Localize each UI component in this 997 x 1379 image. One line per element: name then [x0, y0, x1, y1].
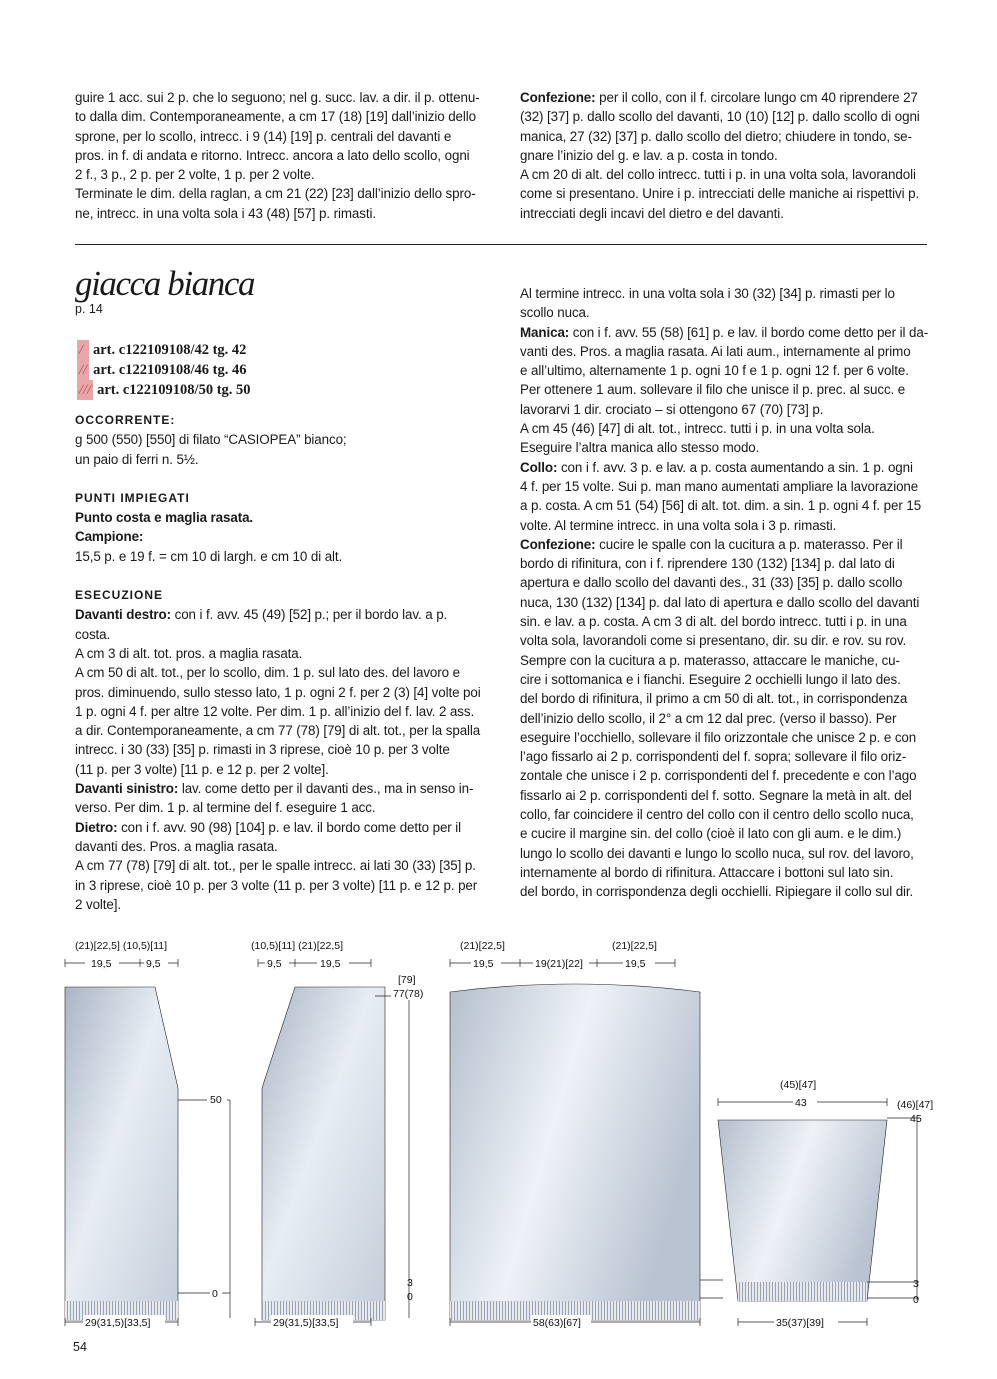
text-line: 1 p. ogni 4 f. per altre 12 volte. Per dim. 1 p. all’inizio del f. lav. 2 ass. [75, 703, 475, 719]
section-label: Davanti destro: [75, 607, 171, 623]
size-marker: / [77, 340, 89, 360]
dim-label: 19,5 [625, 958, 646, 970]
section-label: Collo: [520, 459, 558, 475]
stitch-name: Punto costa e maglia rasata. [75, 510, 254, 526]
text-line: in 3 riprese, cioè 10 p. per 3 volte (11 p. per 3 volte) [11 p. e 12 p. per [75, 877, 478, 893]
text-line: a p. costa. A cm 51 (54) [56] di alt. tot. dim. a sin. 1 p. ogni 4 f. per 15 [520, 498, 922, 514]
front-left-shape [262, 987, 385, 1320]
text-line: intrecciati degli incavi del dietro e del davanti. [520, 205, 784, 221]
text-line: intrecc. i 30 (33) [35] p. rimasti in 3 riprese, cioè 10 p. per 3 volte [75, 742, 450, 758]
text-line: volte. Al termine intrecc. in una volta sola i 3 p. rimasti. [520, 517, 837, 533]
dim-label: 9,5 [146, 958, 161, 970]
sleeve-ribbing [738, 1282, 867, 1301]
size-marker: /// [79, 382, 92, 398]
text-line: eseguire l’occhiello, sollevare il filo orizzontale che unisce 2 p. e con [520, 729, 917, 745]
dim-label: 50 [210, 1094, 222, 1106]
text-line: ne, intrecc. in una volta sola i 43 (48) [57] p. rimasti. [75, 205, 376, 221]
text-line: pros. diminuendo, sullo stesso lato, 1 p. ogni 2 f. per 2 (3) [4] volte poi [75, 684, 481, 700]
article-line [77, 360, 247, 380]
section-label: Confezione: [520, 536, 596, 552]
dim-label: 9,5 [267, 958, 282, 970]
text-line: nuca, 130 (132) [134] p. dal lato di apertura e dallo scollo del davanti [520, 594, 920, 610]
instructions-left [75, 411, 485, 914]
text-line: un paio di ferri n. 5½. [75, 451, 199, 467]
dim-label: 45 [910, 1113, 922, 1125]
article-text: art. c122109108/50 tg. 50 [97, 382, 251, 398]
size-marker: // [79, 362, 88, 378]
text-line: come si presentano. Unire i p. intrecciati delle maniche ai rispettivi p. [520, 186, 920, 202]
text-span: con i f. avv. 45 (49) [52] p.; per il bordo lav. a p. costa. [75, 607, 448, 642]
article-line [77, 380, 251, 400]
text-line: a dir. Contemporaneamente, a cm 77 (78) [79] di alt. tot., per la spalla [75, 723, 481, 739]
section-label: Campione: [75, 529, 144, 545]
text-line: zontale che unisce i 2 p. corrispondenti del f. precedente e con l’ago [520, 768, 917, 784]
text-line: del bordo di rifinitura, il primo a cm 50 di alt. tot., in corrispondenza [520, 691, 908, 707]
top-left-text [75, 88, 485, 223]
text-line: l’ago fissarlo ai 2 p. corrispondenti del f. sopra; sollevare il filo oriz- [520, 749, 907, 765]
pattern-title: giacca bianca [75, 264, 255, 303]
text-line: Sempre con la cucitura a p. materasso, attaccare le maniche, cu- [520, 652, 900, 668]
text-line: lavorarvi 1 dir. crociato – si ottengono 67 (70) [73] p. [520, 401, 824, 417]
text-line: pros. in f. di andata e ritorno. Intrecc. ancora a lato dello scollo, ogni [75, 147, 470, 163]
text-line [75, 818, 485, 837]
text-line: internamente al bordo di rifinitura. Attaccare i bottoni sul lato sin. [520, 864, 894, 880]
dim-label: 19,5 [320, 958, 341, 970]
page-reference: p. 14 [75, 302, 103, 316]
dim-label: 77(78) [393, 988, 424, 1000]
section-heading: PUNTI IMPIEGATI [75, 490, 190, 505]
sleeve-shape [718, 1120, 887, 1301]
dim-label: (21)[22,5] [460, 940, 505, 952]
section-label: Confezione: [520, 90, 596, 105]
dim-label: 0 [913, 1294, 919, 1306]
section-label: Manica: [520, 324, 570, 340]
top-right-text [520, 88, 932, 223]
section-heading: OCCORRENTE: [75, 413, 176, 427]
text-line: cire i sottomanica e i fianchi. Eseguire 2 occhielli lungo il lato des. [520, 671, 901, 687]
article-text: art. c122109108/46 tg. 46 [93, 362, 247, 378]
text-line: gnare l’inizio del g. e lav. a p. costa in tondo. [520, 147, 778, 163]
text-span: con i f. avv. 55 (58) [61] p. e lav. il bordo come detto per il da- [569, 324, 929, 340]
dim-label: 35(37)[39] [776, 1317, 824, 1329]
text-line [520, 323, 932, 342]
text-line: davanti des. Pros. a maglia rasata. [75, 838, 278, 854]
dim-label: 29(31,5)[33,5] [85, 1317, 151, 1329]
dim-label: 43 [795, 1097, 807, 1109]
text-line [75, 527, 485, 546]
text-line: del bordo, in corrispondenza degli occhielli. Ripiegare il collo sul dir. [520, 884, 914, 900]
text-line: scollo nuca. [520, 305, 590, 321]
text-line: g 500 (550) [550] di filato “CASIOPEA” bianco; [75, 432, 347, 448]
section-label: Dietro: [75, 819, 118, 835]
text-line: e all’ultimo, alternamente 1 p. ogni 10 f e 1 p. ogni 12 f. per 6 volte. [520, 363, 909, 379]
text-line: (32) [37] p. dallo scollo del davanti, 10 (10) [12] p. dallo scollo di ogni [520, 109, 920, 125]
text-line: A cm 3 di alt. tot. pros. a maglia rasata. [75, 645, 303, 661]
text-line: Terminate le dim. della raglan, a cm 21 (22) [23] dall’inizio dello spro- [75, 186, 476, 202]
text-line [520, 535, 932, 554]
text-line: manica, 27 (32) [37] p. dallo scollo del dietro; chiudere in tondo, se- [520, 128, 912, 144]
text-line: A cm 77 (78) [79] di alt. tot., per le spalle intrecc. ai lati 30 (33) [35] p. [75, 858, 476, 874]
dim-label: (21)[22,5] (10,5)[11] [75, 940, 168, 952]
text-line: sin. e lav. a p. costa. A cm 3 di alt. del bordo intrecc. tutti i p. in una [520, 614, 907, 630]
section-label: Davanti sinistro: [75, 781, 179, 797]
text-span: lav. come detto per il davanti des., ma in senso in- [178, 781, 474, 797]
text-line: verso. Per dim. 1 p. al termine del f. eseguire 1 acc. [75, 800, 376, 816]
text-line: 4 f. per 15 volte. Sui p. man mano aumentati ampliare la lavorazione [520, 478, 919, 494]
text-line: Al termine intrecc. in una volta sola i 30 (32) [34] p. rimasti per lo [520, 286, 895, 301]
section-heading: ESECUZIONE [75, 588, 164, 603]
dim-label: 29(31,5)[33,5] [273, 1317, 339, 1329]
text-line [75, 508, 485, 527]
text-line: volta sola, lavorandoli come si presentano, dir. su dir. e rov. su rov. [520, 633, 907, 649]
text-line: e cucire il margine sin. del collo (cioè il lato con gli aum. e le dim.) [520, 826, 902, 842]
text-line: (11 p. per 3 volte) [11 p. e 12 p. per 2 volte]. [75, 761, 329, 777]
dim-label: [79] [398, 974, 416, 986]
dim-label: 3 [913, 1278, 919, 1290]
text-line: guire 1 acc. sui 2 p. che lo seguono; nel g. succ. lav. a dir. il p. ottenu- [75, 90, 480, 105]
text-line: A cm 20 di alt. del collo intrecc. tutti i p. in una volta sola, lavorandoli [520, 167, 916, 183]
dim-label: 19,5 [473, 958, 494, 970]
text-span: con i f. avv. 3 p. e lav. a p. costa aumentando a sin. 1 p. ogni [557, 459, 913, 475]
dim-label: (46)[47] [897, 1099, 934, 1111]
text-line [520, 88, 932, 107]
text-line [520, 458, 932, 477]
back-piece [375, 940, 723, 1329]
front-right-shape [65, 987, 178, 1320]
front-left-piece [251, 940, 385, 1329]
text-line: sprone, per lo scollo, intrecc. i 9 (14) [19] p. centrali del davanti e [75, 128, 452, 144]
dim-label: (10,5)[11] (21)[22,5] [251, 940, 344, 952]
page-number: 54 [73, 1340, 87, 1354]
text-span: per il collo, con il f. circolare lungo cm 40 riprendere 27 [595, 90, 918, 105]
text-line: 2 f., 3 p., 2 p. per 2 volte, 1 p. per 2 volte. [75, 167, 315, 183]
text-line: A cm 50 di alt. tot., per lo scollo, dim. 1 p. sul lato des. del lavoro e [75, 665, 460, 681]
text-line: bordo di rifinitura, con i f. riprendere 130 (132) [134] p. dal lato di [520, 556, 895, 572]
dim-label: 0 [407, 1291, 413, 1303]
text-line: vanti des. Pros. a maglia rasata. Ai lati aum., internamente al primo [520, 343, 911, 359]
text-line [75, 779, 485, 798]
text-line: Eseguire l’altra manica allo stesso modo. [520, 440, 760, 456]
article-text: art. c122109108/42 tg. 42 [93, 342, 247, 358]
section-divider [75, 244, 927, 245]
dim-label: (45)[47] [780, 1079, 817, 1091]
text-line: apertura e dallo scollo del davanti des., 31 (33) [35] p. dallo scollo [520, 575, 903, 591]
sleeve-piece [718, 1079, 933, 1329]
dim-label: 3 [407, 1277, 413, 1289]
article-line [77, 340, 246, 360]
text-line: lungo lo scollo dei davanti e lungo lo scollo nuca, sul rov. del lavoro, [520, 845, 914, 861]
dim-label: 19(21)[22] [535, 958, 583, 970]
dim-label: (21)[22,5] [612, 940, 657, 952]
dim-label: 19,5 [91, 958, 112, 970]
back-shape [450, 984, 700, 1320]
text-line: A cm 45 (46) [47] di alt. tot., intrecc. tutti i p. in una volta sola. [520, 421, 875, 437]
text-line: collo, far coincidere il centro del collo con il centro dello scollo nuca, [520, 807, 914, 823]
text-line: to dalla dim. Contemporaneamente, a cm 17 (18) [19] dall’inizio dello [75, 109, 476, 125]
text-line: Per ottenere 1 aum. sollevare il filo che unisce il p. prec. al succ. e [520, 382, 906, 398]
text-span: con i f. avv. 90 (98) [104] p. e lav. il bordo come detto per il [117, 819, 462, 835]
text-span: cucire le spalle con la cucitura a p. materasso. Per il [595, 536, 903, 552]
dim-label: 0 [212, 1288, 218, 1300]
schematic-diagram [55, 930, 955, 1330]
instructions-right [520, 284, 932, 902]
text-line: fissarlo ai 2 p. corrispondenti del f. sotto. Segnare la metà in alt. del [520, 787, 912, 803]
text-line: 2 volte]. [75, 896, 121, 912]
text-line: dell’inizio dello scollo, il 2° a cm 12 dal prec. (verso il basso). Per [520, 710, 897, 726]
text-line [75, 605, 485, 644]
text-line: 15,5 p. e 19 f. = cm 10 di largh. e cm 10 di alt. [75, 548, 343, 564]
front-right-piece [65, 940, 230, 1329]
dim-label: 58(63)[67] [533, 1317, 581, 1329]
